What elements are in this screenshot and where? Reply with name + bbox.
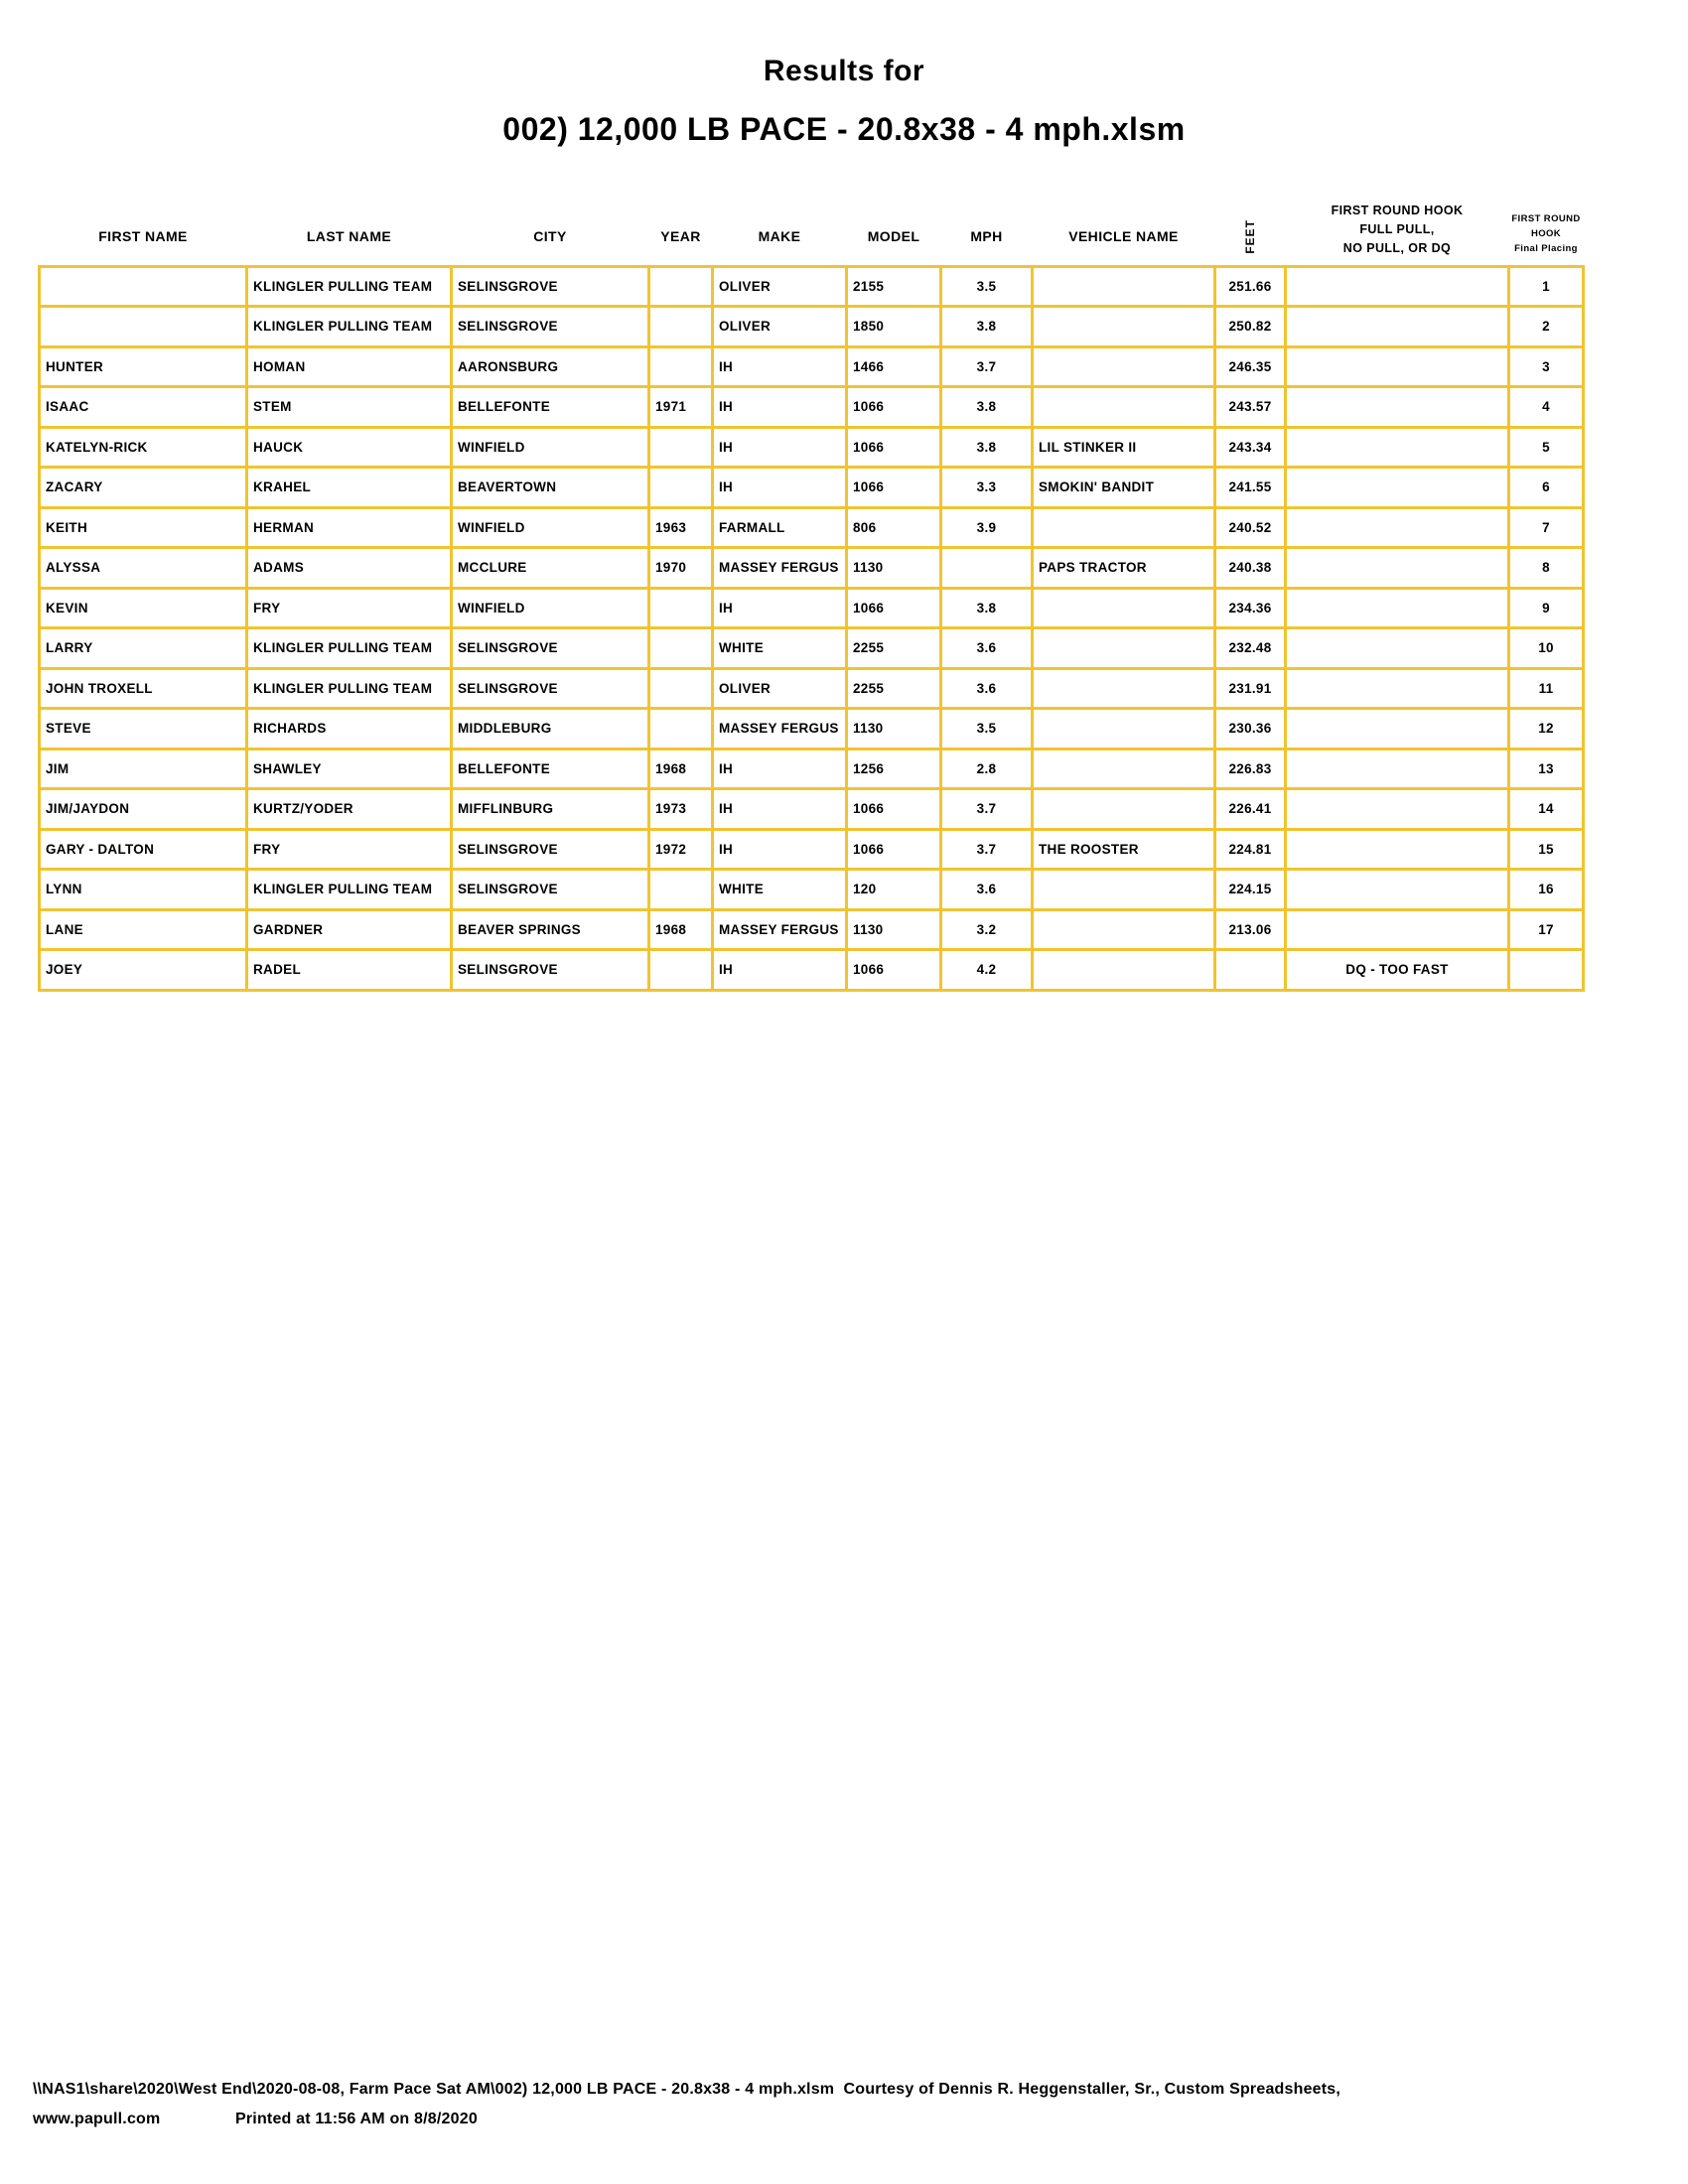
- header-row: [40, 191, 1584, 266]
- cell-year: 1968: [649, 749, 713, 789]
- cell-mph: 3.8: [941, 427, 1033, 468]
- cell-first-name: ALYSSA: [40, 548, 247, 589]
- cell-first-round-hook: [1286, 709, 1509, 750]
- cell-first-name: LARRY: [40, 628, 247, 669]
- cell-model: 1066: [847, 588, 941, 628]
- page-subtitle-filename: 002) 12,000 LB PACE - 20.8x38 - 4 mph.xlsm: [502, 111, 1186, 147]
- cell-vehicle-name: SMOKIN' BANDIT: [1033, 468, 1215, 508]
- cell-make: IH: [713, 427, 847, 468]
- cell-final-placing: 2: [1509, 307, 1584, 347]
- cell-model: 1466: [847, 346, 941, 387]
- table-row: [40, 346, 1584, 387]
- cell-last-name: HAUCK: [247, 427, 452, 468]
- cell-first-round-hook: [1286, 668, 1509, 709]
- cell-make: FARMALL: [713, 507, 847, 548]
- cell-first-name: [40, 307, 247, 347]
- cell-vehicle-name: [1033, 307, 1215, 347]
- page-title: Results for: [763, 55, 925, 87]
- cell-mph: 3.7: [941, 346, 1033, 387]
- cell-city: AARONSBURG: [452, 346, 649, 387]
- cell-mph: 3.8: [941, 588, 1033, 628]
- cell-model: 1066: [847, 950, 941, 991]
- table-row: [40, 588, 1584, 628]
- cell-make: IH: [713, 950, 847, 991]
- cell-first-round-hook: [1286, 789, 1509, 830]
- cell-final-placing: 11: [1509, 668, 1584, 709]
- cell-first-round-hook: [1286, 468, 1509, 508]
- cell-city: BELLEFONTE: [452, 749, 649, 789]
- cell-final-placing: 4: [1509, 387, 1584, 428]
- footer-second-line: [33, 2111, 1621, 2130]
- cell-make: IH: [713, 468, 847, 508]
- cell-feet: 230.36: [1215, 709, 1286, 750]
- cell-final-placing: 15: [1509, 829, 1584, 870]
- cell-vehicle-name: THE ROOSTER: [1033, 829, 1215, 870]
- cell-last-name: FRY: [247, 829, 452, 870]
- cell-year: [649, 870, 713, 910]
- cell-final-placing: 16: [1509, 870, 1584, 910]
- cell-feet: 240.52: [1215, 507, 1286, 548]
- cell-feet: 231.91: [1215, 668, 1286, 709]
- results-table-body: [40, 266, 1584, 990]
- cell-final-placing: 8: [1509, 548, 1584, 589]
- table-row: [40, 829, 1584, 870]
- cell-city: SELINSGROVE: [452, 668, 649, 709]
- cell-year: [649, 628, 713, 669]
- cell-first-round-hook: [1286, 387, 1509, 428]
- column-header-final-placing: [1509, 191, 1584, 266]
- cell-first-name: JIM/JAYDON: [40, 789, 247, 830]
- cell-feet: 226.41: [1215, 789, 1286, 830]
- cell-first-name: ISAAC: [40, 387, 247, 428]
- cell-feet: 246.35: [1215, 346, 1286, 387]
- table-row: [40, 468, 1584, 508]
- placing-header-line3: Final Placing: [1514, 242, 1578, 254]
- cell-model: 1066: [847, 387, 941, 428]
- table-row: [40, 909, 1584, 950]
- cell-model: 2155: [847, 266, 941, 307]
- table-row: [40, 307, 1584, 347]
- cell-vehicle-name: [1033, 588, 1215, 628]
- cell-make: OLIVER: [713, 266, 847, 307]
- cell-year: [649, 427, 713, 468]
- cell-first-round-hook: [1286, 507, 1509, 548]
- cell-city: SELINSGROVE: [452, 307, 649, 347]
- cell-final-placing: 12: [1509, 709, 1584, 750]
- cell-mph: 4.2: [941, 950, 1033, 991]
- cell-first-round-hook: [1286, 829, 1509, 870]
- cell-city: SELINSGROVE: [452, 628, 649, 669]
- cell-last-name: ADAMS: [247, 548, 452, 589]
- table-row: [40, 789, 1584, 830]
- table-row: [40, 266, 1584, 307]
- cell-final-placing: 14: [1509, 789, 1584, 830]
- cell-first-round-hook: [1286, 548, 1509, 589]
- cell-city: MCCLURE: [452, 548, 649, 589]
- cell-last-name: KLINGLER PULLING TEAM: [247, 628, 452, 669]
- cell-first-round-hook: [1286, 870, 1509, 910]
- cell-feet: 241.55: [1215, 468, 1286, 508]
- cell-feet: 226.83: [1215, 749, 1286, 789]
- cell-model: 120: [847, 870, 941, 910]
- cell-first-round-hook: [1286, 266, 1509, 307]
- table-row: [40, 387, 1584, 428]
- cell-feet: 240.38: [1215, 548, 1286, 589]
- cell-vehicle-name: [1033, 668, 1215, 709]
- placing-header-line1: FIRST ROUND: [1511, 212, 1581, 224]
- table-row: [40, 628, 1584, 669]
- cell-mph: 3.5: [941, 709, 1033, 750]
- cell-final-placing: [1509, 950, 1584, 991]
- column-header-feet: [1215, 191, 1286, 266]
- table-row: [40, 749, 1584, 789]
- cell-make: IH: [713, 789, 847, 830]
- cell-make: WHITE: [713, 870, 847, 910]
- cell-last-name: SHAWLEY: [247, 749, 452, 789]
- cell-final-placing: 7: [1509, 507, 1584, 548]
- cell-feet: 224.81: [1215, 829, 1286, 870]
- cell-final-placing: 9: [1509, 588, 1584, 628]
- cell-year: [649, 709, 713, 750]
- cell-last-name: KLINGLER PULLING TEAM: [247, 307, 452, 347]
- cell-city: SELINSGROVE: [452, 829, 649, 870]
- cell-mph: 3.7: [941, 789, 1033, 830]
- cell-first-round-hook: DQ - TOO FAST: [1286, 950, 1509, 991]
- cell-city: WINFIELD: [452, 507, 649, 548]
- cell-last-name: HERMAN: [247, 507, 452, 548]
- cell-city: SELINSGROVE: [452, 950, 649, 991]
- cell-year: 1973: [649, 789, 713, 830]
- table-row: [40, 427, 1584, 468]
- cell-last-name: KURTZ/YODER: [247, 789, 452, 830]
- cell-last-name: KLINGLER PULLING TEAM: [247, 870, 452, 910]
- cell-vehicle-name: LIL STINKER II: [1033, 427, 1215, 468]
- cell-make: MASSEY FERGUS: [713, 548, 847, 589]
- cell-city: BELLEFONTE: [452, 387, 649, 428]
- cell-first-name: KEITH: [40, 507, 247, 548]
- cell-last-name: GARDNER: [247, 909, 452, 950]
- cell-make: IH: [713, 749, 847, 789]
- cell-first-name: LYNN: [40, 870, 247, 910]
- cell-make: IH: [713, 588, 847, 628]
- column-header-mph: MPH: [970, 227, 1003, 244]
- cell-year: [649, 468, 713, 508]
- cell-make: MASSEY FERGUS: [713, 709, 847, 750]
- table-row: [40, 950, 1584, 991]
- cell-final-placing: 3: [1509, 346, 1584, 387]
- cell-first-round-hook: [1286, 628, 1509, 669]
- cell-final-placing: 10: [1509, 628, 1584, 669]
- cell-first-round-hook: [1286, 307, 1509, 347]
- cell-first-name: LANE: [40, 909, 247, 950]
- table-row: [40, 870, 1584, 910]
- cell-mph: 2.8: [941, 749, 1033, 789]
- column-header-last-name: LAST NAME: [306, 227, 392, 244]
- cell-city: SELINSGROVE: [452, 266, 649, 307]
- cell-model: 1066: [847, 829, 941, 870]
- cell-year: 1968: [649, 909, 713, 950]
- cell-mph: 3.8: [941, 387, 1033, 428]
- cell-last-name: STEM: [247, 387, 452, 428]
- cell-vehicle-name: [1033, 709, 1215, 750]
- cell-city: MIFFLINBURG: [452, 789, 649, 830]
- cell-feet: [1215, 950, 1286, 991]
- cell-first-name: JIM: [40, 749, 247, 789]
- table-row: [40, 709, 1584, 750]
- cell-first-name: ZACARY: [40, 468, 247, 508]
- cell-feet: 243.57: [1215, 387, 1286, 428]
- cell-first-round-hook: [1286, 346, 1509, 387]
- cell-mph: 3.7: [941, 829, 1033, 870]
- cell-vehicle-name: [1033, 909, 1215, 950]
- cell-first-round-hook: [1286, 427, 1509, 468]
- cell-make: OLIVER: [713, 307, 847, 347]
- cell-mph: 3.8: [941, 307, 1033, 347]
- cell-mph: 3.2: [941, 909, 1033, 950]
- cell-model: 806: [847, 507, 941, 548]
- cell-first-round-hook: [1286, 909, 1509, 950]
- cell-year: 1963: [649, 507, 713, 548]
- column-header-year: YEAR: [660, 227, 701, 244]
- footer-website: www.papull.com: [33, 2111, 161, 2127]
- cell-model: 2255: [847, 668, 941, 709]
- cell-year: 1972: [649, 829, 713, 870]
- table-row: [40, 507, 1584, 548]
- footer-file-path: \\NAS1\share\2020\West End\2020-08-08, Farm Pace Sat AM\002) 12,000 LB PACE - 20.8x38 - 4 mph.xlsm Courtesy of Dennis R. Heggenstaller, Sr., Custom Spreadsheets,: [33, 2081, 1341, 2098]
- results-table-header: [40, 191, 1584, 266]
- cell-final-placing: 17: [1509, 909, 1584, 950]
- column-header-first-round-hook: [1286, 191, 1509, 266]
- cell-city: BEAVERTOWN: [452, 468, 649, 508]
- table-row: [40, 548, 1584, 589]
- cell-vehicle-name: [1033, 950, 1215, 991]
- cell-first-round-hook: [1286, 588, 1509, 628]
- cell-city: WINFIELD: [452, 427, 649, 468]
- cell-year: [649, 307, 713, 347]
- cell-year: 1971: [649, 387, 713, 428]
- hook-header-line2: FULL PULL,: [1359, 221, 1435, 236]
- cell-mph: 3.6: [941, 628, 1033, 669]
- cell-first-name: KATELYN-RICK: [40, 427, 247, 468]
- cell-vehicle-name: [1033, 266, 1215, 307]
- cell-year: [649, 950, 713, 991]
- cell-last-name: FRY: [247, 588, 452, 628]
- cell-model: 1066: [847, 789, 941, 830]
- cell-make: OLIVER: [713, 668, 847, 709]
- cell-first-name: JOEY: [40, 950, 247, 991]
- cell-city: WINFIELD: [452, 588, 649, 628]
- cell-year: [649, 266, 713, 307]
- cell-year: [649, 668, 713, 709]
- cell-model: 1850: [847, 307, 941, 347]
- cell-mph: 3.9: [941, 507, 1033, 548]
- cell-city: MIDDLEBURG: [452, 709, 649, 750]
- cell-feet: 243.34: [1215, 427, 1286, 468]
- column-header-vehicle-name: VEHICLE NAME: [1068, 227, 1179, 244]
- cell-year: [649, 588, 713, 628]
- feet-rotated-label: FEET: [1243, 218, 1257, 254]
- hook-header-line1: FIRST ROUND HOOK: [1331, 203, 1464, 217]
- cell-vehicle-name: [1033, 870, 1215, 910]
- cell-mph: [941, 548, 1033, 589]
- cell-first-name: STEVE: [40, 709, 247, 750]
- cell-city: SELINSGROVE: [452, 870, 649, 910]
- cell-make: MASSEY FERGUS: [713, 909, 847, 950]
- column-header-first-name: FIRST NAME: [98, 227, 188, 244]
- cell-mph: 3.6: [941, 870, 1033, 910]
- cell-year: 1970: [649, 548, 713, 589]
- hook-header-line3: NO PULL, OR DQ: [1342, 240, 1452, 255]
- cell-vehicle-name: [1033, 387, 1215, 428]
- cell-mph: 3.5: [941, 266, 1033, 307]
- column-header-make: MAKE: [758, 227, 801, 244]
- cell-make: IH: [713, 387, 847, 428]
- cell-first-name: KEVIN: [40, 588, 247, 628]
- cell-vehicle-name: PAPS TRACTOR: [1033, 548, 1215, 589]
- cell-feet: 213.06: [1215, 909, 1286, 950]
- cell-model: 2255: [847, 628, 941, 669]
- column-header-model: MODEL: [867, 227, 920, 244]
- cell-model: 1130: [847, 548, 941, 589]
- cell-last-name: HOMAN: [247, 346, 452, 387]
- cell-final-placing: 13: [1509, 749, 1584, 789]
- table-row: [40, 668, 1584, 709]
- cell-last-name: RADEL: [247, 950, 452, 991]
- results-table: [38, 191, 1585, 992]
- cell-vehicle-name: [1033, 628, 1215, 669]
- cell-feet: 251.66: [1215, 266, 1286, 307]
- cell-make: IH: [713, 829, 847, 870]
- cell-first-name: [40, 266, 247, 307]
- cell-vehicle-name: [1033, 749, 1215, 789]
- cell-last-name: RICHARDS: [247, 709, 452, 750]
- cell-make: IH: [713, 346, 847, 387]
- cell-model: 1130: [847, 909, 941, 950]
- cell-first-name: HUNTER: [40, 346, 247, 387]
- placing-header-line2: HOOK: [1530, 227, 1562, 239]
- cell-model: 1066: [847, 468, 941, 508]
- column-header-city: CITY: [533, 227, 567, 244]
- cell-final-placing: 1: [1509, 266, 1584, 307]
- footer-printed-timestamp: Printed at 11:56 AM on 8/8/2020: [235, 2111, 478, 2127]
- cell-first-name: JOHN TROXELL: [40, 668, 247, 709]
- cell-model: 1256: [847, 749, 941, 789]
- cell-year: [649, 346, 713, 387]
- cell-make: WHITE: [713, 628, 847, 669]
- cell-model: 1130: [847, 709, 941, 750]
- cell-first-name: GARY - DALTON: [40, 829, 247, 870]
- cell-last-name: KLINGLER PULLING TEAM: [247, 668, 452, 709]
- cell-feet: 232.48: [1215, 628, 1286, 669]
- cell-last-name: KRAHEL: [247, 468, 452, 508]
- cell-feet: 234.36: [1215, 588, 1286, 628]
- cell-final-placing: 6: [1509, 468, 1584, 508]
- cell-city: BEAVER SPRINGS: [452, 909, 649, 950]
- page-footer: [33, 2081, 1621, 2130]
- cell-mph: 3.6: [941, 668, 1033, 709]
- cell-model: 1066: [847, 427, 941, 468]
- cell-first-round-hook: [1286, 749, 1509, 789]
- cell-vehicle-name: [1033, 789, 1215, 830]
- cell-feet: 250.82: [1215, 307, 1286, 347]
- cell-final-placing: 5: [1509, 427, 1584, 468]
- cell-mph: 3.3: [941, 468, 1033, 508]
- cell-vehicle-name: [1033, 507, 1215, 548]
- cell-vehicle-name: [1033, 346, 1215, 387]
- cell-feet: 224.15: [1215, 870, 1286, 910]
- cell-last-name: KLINGLER PULLING TEAM: [247, 266, 452, 307]
